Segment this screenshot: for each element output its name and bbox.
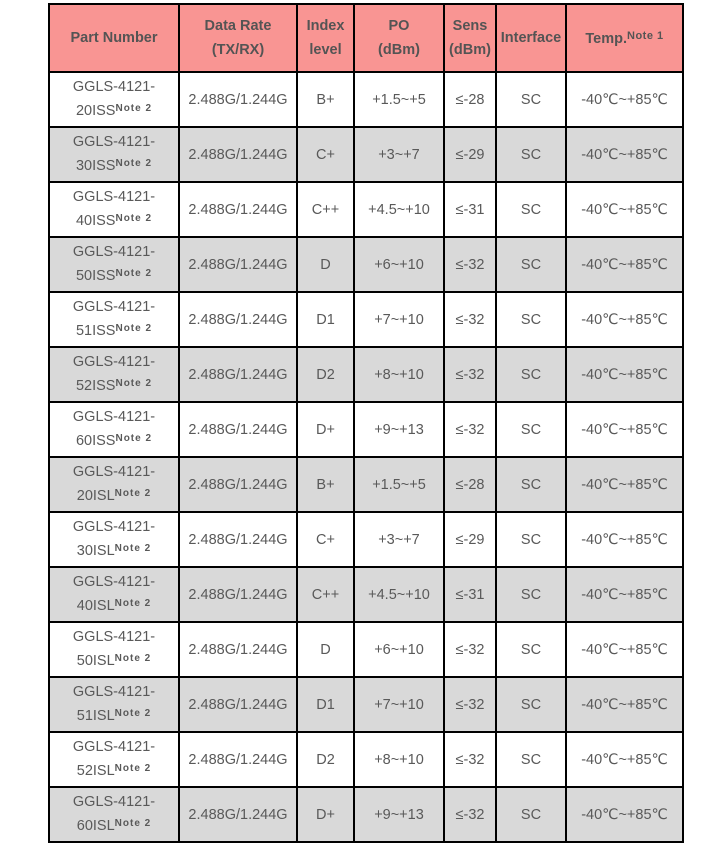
po-cell: +9~+13 bbox=[354, 787, 444, 842]
part-number-cell bbox=[49, 182, 179, 237]
table-row bbox=[49, 512, 683, 567]
interface-cell: SC bbox=[496, 292, 566, 347]
interface-cell: SC bbox=[496, 402, 566, 457]
index-level-cell: C++ bbox=[297, 182, 354, 237]
note-superscript: Note 2 bbox=[114, 763, 152, 774]
part-number-line2 bbox=[52, 758, 176, 782]
part-number-cell bbox=[49, 457, 179, 512]
note-superscript: Note 2 bbox=[114, 818, 152, 829]
sens-cell: ≤-32 bbox=[444, 292, 496, 347]
temp-cell: -40℃~+85℃ bbox=[566, 567, 683, 622]
column-header-label: Sens bbox=[452, 18, 488, 34]
po-cell: +7~+10 bbox=[354, 292, 444, 347]
part-number-line1: GGLS-4121- bbox=[72, 409, 156, 425]
part-number-cell bbox=[49, 567, 179, 622]
part-number-suffix: 30ISL bbox=[76, 543, 115, 559]
part-number-suffix: 40ISL bbox=[76, 598, 115, 614]
table-row bbox=[49, 237, 683, 292]
part-number-line1: GGLS-4121- bbox=[72, 739, 156, 755]
data-rate-cell: 2.488G/1.244G bbox=[179, 457, 297, 512]
part-number-line2 bbox=[52, 538, 176, 562]
note-superscript: Note 2 bbox=[114, 543, 152, 554]
part-number-line2 bbox=[52, 318, 176, 342]
spec-table bbox=[48, 3, 684, 843]
sens-cell: ≤-32 bbox=[444, 237, 496, 292]
sens-cell: ≤-32 bbox=[444, 402, 496, 457]
note-superscript: Note 2 bbox=[115, 103, 153, 114]
data-rate-cell: 2.488G/1.244G bbox=[179, 347, 297, 402]
note-superscript: Note 2 bbox=[114, 598, 152, 609]
index-level-cell: C++ bbox=[297, 567, 354, 622]
temp-cell: -40℃~+85℃ bbox=[566, 787, 683, 842]
po-cell: +8~+10 bbox=[354, 347, 444, 402]
column-header-label: Temp. bbox=[585, 30, 627, 47]
index-level-cell: B+ bbox=[297, 72, 354, 127]
data-rate-cell: 2.488G/1.244G bbox=[179, 72, 297, 127]
part-number-line1: GGLS-4121- bbox=[72, 134, 156, 150]
part-number-suffix: 52ISS bbox=[75, 378, 116, 394]
part-number-line1: GGLS-4121- bbox=[72, 299, 156, 315]
column-header-label: PO bbox=[388, 18, 410, 34]
temp-cell: -40℃~+85℃ bbox=[566, 622, 683, 677]
part-number-line2 bbox=[52, 483, 176, 507]
part-number-cell bbox=[49, 512, 179, 567]
column-header-interface bbox=[496, 4, 566, 72]
temp-cell: -40℃~+85℃ bbox=[566, 677, 683, 732]
data-rate-cell: 2.488G/1.244G bbox=[179, 402, 297, 457]
part-number-line2 bbox=[52, 153, 176, 177]
spec-table-body bbox=[49, 72, 683, 842]
po-cell: +1.5~+5 bbox=[354, 72, 444, 127]
column-header-label: Part Number bbox=[70, 30, 158, 46]
index-level-cell: D bbox=[297, 622, 354, 677]
column-header-label: (dBm) bbox=[449, 42, 491, 58]
part-number-suffix: 50ISS bbox=[75, 268, 116, 284]
data-rate-cell: 2.488G/1.244G bbox=[179, 622, 297, 677]
part-number-line2 bbox=[52, 373, 176, 397]
table-header-row bbox=[49, 4, 683, 72]
index-level-cell: B+ bbox=[297, 457, 354, 512]
part-number-cell bbox=[49, 292, 179, 347]
table-row bbox=[49, 457, 683, 512]
column-header-part-number bbox=[49, 4, 179, 72]
temp-note-superscript: Note 1 bbox=[627, 29, 664, 42]
data-rate-cell: 2.488G/1.244G bbox=[179, 677, 297, 732]
part-number-line1: GGLS-4121- bbox=[72, 519, 156, 535]
part-number-suffix: 40ISS bbox=[75, 213, 116, 229]
sens-cell: ≤-32 bbox=[444, 347, 496, 402]
part-number-line1: GGLS-4121- bbox=[72, 189, 156, 205]
column-header-label: Data Rate bbox=[204, 18, 272, 34]
column-header-label: (dBm) bbox=[378, 42, 420, 58]
part-number-line1: GGLS-4121- bbox=[72, 574, 156, 590]
note-superscript: Note 2 bbox=[115, 433, 153, 444]
temp-cell: -40℃~+85℃ bbox=[566, 182, 683, 237]
part-number-suffix: 52ISL bbox=[76, 763, 115, 779]
part-number-line2 bbox=[52, 428, 176, 452]
index-level-cell: C+ bbox=[297, 127, 354, 182]
part-number-line1: GGLS-4121- bbox=[72, 244, 156, 260]
table-row bbox=[49, 72, 683, 127]
sens-cell: ≤-28 bbox=[444, 457, 496, 512]
sens-cell: ≤-32 bbox=[444, 787, 496, 842]
note-superscript: Note 2 bbox=[115, 323, 153, 334]
index-level-cell: D+ bbox=[297, 787, 354, 842]
temp-cell: -40℃~+85℃ bbox=[566, 512, 683, 567]
part-number-cell bbox=[49, 347, 179, 402]
table-row bbox=[49, 347, 683, 402]
sens-cell: ≤-31 bbox=[444, 567, 496, 622]
temp-cell: -40℃~+85℃ bbox=[566, 457, 683, 512]
column-header-label: Interface bbox=[500, 30, 562, 46]
part-number-line1: GGLS-4121- bbox=[72, 684, 156, 700]
part-number-cell bbox=[49, 237, 179, 292]
data-rate-cell: 2.488G/1.244G bbox=[179, 292, 297, 347]
sens-cell: ≤-32 bbox=[444, 622, 496, 677]
temp-cell: -40℃~+85℃ bbox=[566, 237, 683, 292]
note-superscript: Note 2 bbox=[114, 488, 152, 499]
table-row bbox=[49, 622, 683, 677]
po-cell: +3~+7 bbox=[354, 127, 444, 182]
index-level-cell: D bbox=[297, 237, 354, 292]
part-number-line1: GGLS-4121- bbox=[72, 464, 156, 480]
sens-cell: ≤-31 bbox=[444, 182, 496, 237]
sens-cell: ≤-28 bbox=[444, 72, 496, 127]
part-number-suffix: 20ISS bbox=[75, 103, 116, 119]
part-number-line2 bbox=[52, 98, 176, 122]
part-number-line2 bbox=[52, 593, 176, 617]
part-number-suffix: 20ISL bbox=[76, 488, 115, 504]
data-rate-cell: 2.488G/1.244G bbox=[179, 182, 297, 237]
part-number-line2 bbox=[52, 263, 176, 287]
po-cell: +3~+7 bbox=[354, 512, 444, 567]
part-number-cell bbox=[49, 127, 179, 182]
part-number-cell bbox=[49, 732, 179, 787]
part-number-line2 bbox=[52, 703, 176, 727]
index-level-cell: D+ bbox=[297, 402, 354, 457]
interface-cell: SC bbox=[496, 567, 566, 622]
interface-cell: SC bbox=[496, 182, 566, 237]
index-level-cell: D2 bbox=[297, 347, 354, 402]
temp-cell: -40℃~+85℃ bbox=[566, 347, 683, 402]
part-number-suffix: 50ISL bbox=[76, 653, 115, 669]
column-header-sens bbox=[444, 4, 496, 72]
index-level-cell: D1 bbox=[297, 677, 354, 732]
table-row bbox=[49, 127, 683, 182]
data-rate-cell: 2.488G/1.244G bbox=[179, 237, 297, 292]
sens-cell: ≤-32 bbox=[444, 677, 496, 732]
part-number-line1: GGLS-4121- bbox=[72, 629, 156, 645]
column-header-label: (TX/RX) bbox=[211, 42, 265, 58]
po-cell: +6~+10 bbox=[354, 237, 444, 292]
po-cell: +6~+10 bbox=[354, 622, 444, 677]
part-number-line2 bbox=[52, 813, 176, 837]
po-cell: +8~+10 bbox=[354, 732, 444, 787]
part-number-cell bbox=[49, 622, 179, 677]
note-superscript: Note 2 bbox=[115, 158, 153, 169]
column-header-label: Index bbox=[306, 18, 345, 34]
sens-cell: ≤-29 bbox=[444, 127, 496, 182]
temp-cell: -40℃~+85℃ bbox=[566, 292, 683, 347]
note-superscript: Note 2 bbox=[115, 213, 153, 224]
part-number-suffix: 60ISL bbox=[76, 818, 115, 834]
part-number-suffix: 51ISL bbox=[76, 708, 115, 724]
interface-cell: SC bbox=[496, 72, 566, 127]
column-header-label: level bbox=[309, 42, 342, 58]
sens-cell: ≤-29 bbox=[444, 512, 496, 567]
po-cell: +1.5~+5 bbox=[354, 457, 444, 512]
column-header-data-rate bbox=[179, 4, 297, 72]
part-number-line2 bbox=[52, 208, 176, 232]
table-row bbox=[49, 292, 683, 347]
part-number-cell bbox=[49, 787, 179, 842]
po-cell: +4.5~+10 bbox=[354, 182, 444, 237]
column-header-po bbox=[354, 4, 444, 72]
part-number-suffix: 60ISS bbox=[75, 433, 116, 449]
table-row bbox=[49, 567, 683, 622]
data-rate-cell: 2.488G/1.244G bbox=[179, 732, 297, 787]
column-header-temp bbox=[566, 4, 683, 72]
part-number-suffix: 51ISS bbox=[75, 323, 116, 339]
part-number-line1: GGLS-4121- bbox=[72, 79, 156, 95]
data-rate-cell: 2.488G/1.244G bbox=[179, 127, 297, 182]
index-level-cell: D2 bbox=[297, 732, 354, 787]
part-number-line2 bbox=[52, 648, 176, 672]
interface-cell: SC bbox=[496, 457, 566, 512]
temp-cell: -40℃~+85℃ bbox=[566, 732, 683, 787]
table-row bbox=[49, 677, 683, 732]
interface-cell: SC bbox=[496, 787, 566, 842]
note-superscript: Note 2 bbox=[114, 708, 152, 719]
temp-cell: -40℃~+85℃ bbox=[566, 127, 683, 182]
data-rate-cell: 2.488G/1.244G bbox=[179, 567, 297, 622]
part-number-line1: GGLS-4121- bbox=[72, 354, 156, 370]
index-level-cell: D1 bbox=[297, 292, 354, 347]
interface-cell: SC bbox=[496, 732, 566, 787]
po-cell: +9~+13 bbox=[354, 402, 444, 457]
part-number-suffix: 30ISS bbox=[75, 158, 116, 174]
interface-cell: SC bbox=[496, 237, 566, 292]
column-header-index-level bbox=[297, 4, 354, 72]
data-rate-cell: 2.488G/1.244G bbox=[179, 512, 297, 567]
note-superscript: Note 2 bbox=[114, 653, 152, 664]
note-superscript: Note 2 bbox=[115, 378, 153, 389]
table-row bbox=[49, 182, 683, 237]
part-number-cell bbox=[49, 677, 179, 732]
interface-cell: SC bbox=[496, 127, 566, 182]
table-row bbox=[49, 402, 683, 457]
part-number-line1: GGLS-4121- bbox=[72, 794, 156, 810]
interface-cell: SC bbox=[496, 347, 566, 402]
note-superscript: Note 2 bbox=[115, 268, 153, 279]
interface-cell: SC bbox=[496, 677, 566, 732]
sens-cell: ≤-32 bbox=[444, 732, 496, 787]
interface-cell: SC bbox=[496, 622, 566, 677]
interface-cell: SC bbox=[496, 512, 566, 567]
index-level-cell: C+ bbox=[297, 512, 354, 567]
data-rate-cell: 2.488G/1.244G bbox=[179, 787, 297, 842]
temp-cell: -40℃~+85℃ bbox=[566, 402, 683, 457]
table-row bbox=[49, 732, 683, 787]
po-cell: +7~+10 bbox=[354, 677, 444, 732]
part-number-cell bbox=[49, 402, 179, 457]
table-row bbox=[49, 787, 683, 842]
temp-cell: -40℃~+85℃ bbox=[566, 72, 683, 127]
po-cell: +4.5~+10 bbox=[354, 567, 444, 622]
part-number-cell bbox=[49, 72, 179, 127]
